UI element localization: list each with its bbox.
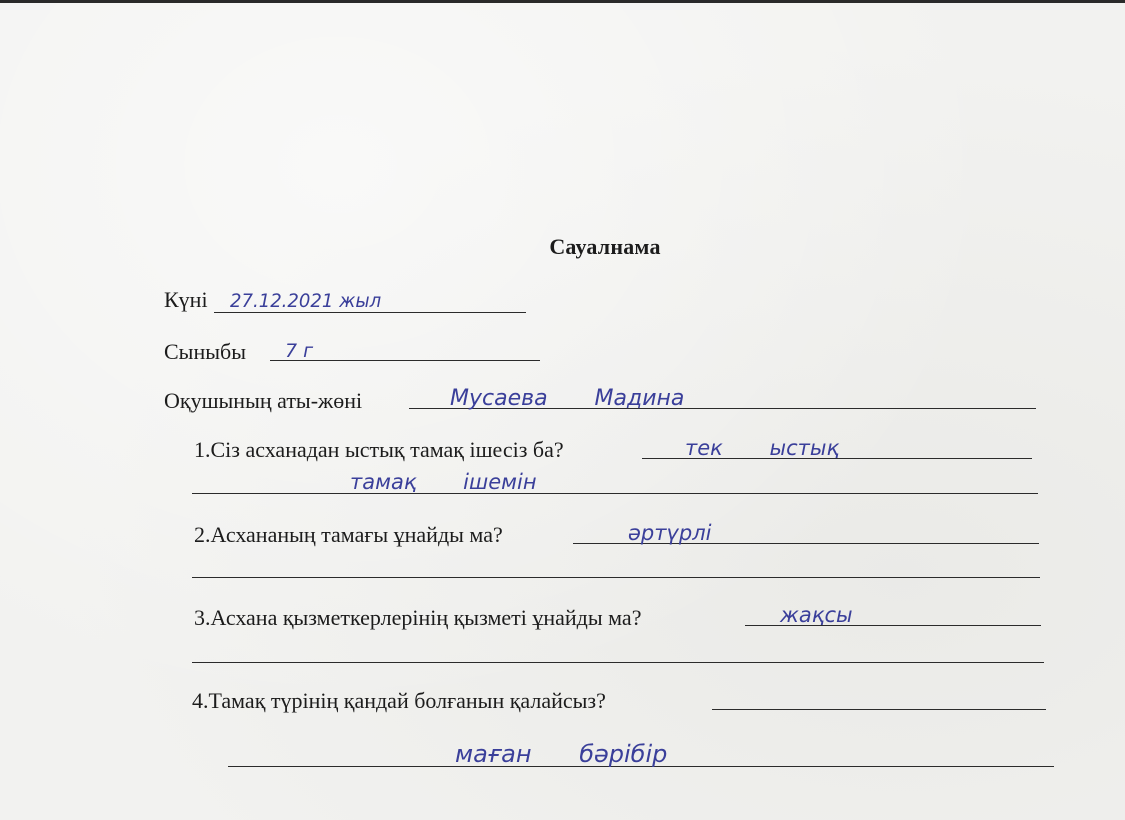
page-top-edge xyxy=(0,0,1125,3)
question-2-line-2 xyxy=(192,577,1040,578)
date-line xyxy=(214,312,526,313)
student-name-label: Оқушының аты-жөні xyxy=(164,388,363,413)
student-name-value: Мусаева Мадина xyxy=(450,386,685,411)
class-value: 7 г xyxy=(285,340,314,362)
question-4-line xyxy=(712,709,1046,710)
question-2-answer: әртүрлі xyxy=(628,521,712,545)
date-value: 27.12.2021 жыл xyxy=(230,290,382,312)
class-label: Сыныбы xyxy=(164,339,246,364)
question-1-line-2 xyxy=(192,493,1038,494)
question-3-answer: жақсы xyxy=(780,603,853,627)
question-1-answer: тек ыстық xyxy=(685,436,840,460)
question-2-label: 2.Асхананың тамағы ұнайды ма? xyxy=(194,522,503,547)
question-1-label: 1.Сіз асханадан ыстық тамақ ішесіз ба? xyxy=(194,437,564,462)
question-3-label: 3.Асхана қызметкерлерінің қызметі ұнайды ма? xyxy=(194,605,642,630)
question-4-answer: маған бәрібір xyxy=(455,740,668,768)
question-3-line-2 xyxy=(192,662,1044,663)
question-4-label: 4.Тамақ түрінің қандай болғанын қалайсыз? xyxy=(192,688,606,713)
date-label: Күні xyxy=(164,287,208,312)
page-title: Сауалнама xyxy=(549,234,661,259)
question-1-answer-continued: тамақ ішемін xyxy=(350,470,537,494)
